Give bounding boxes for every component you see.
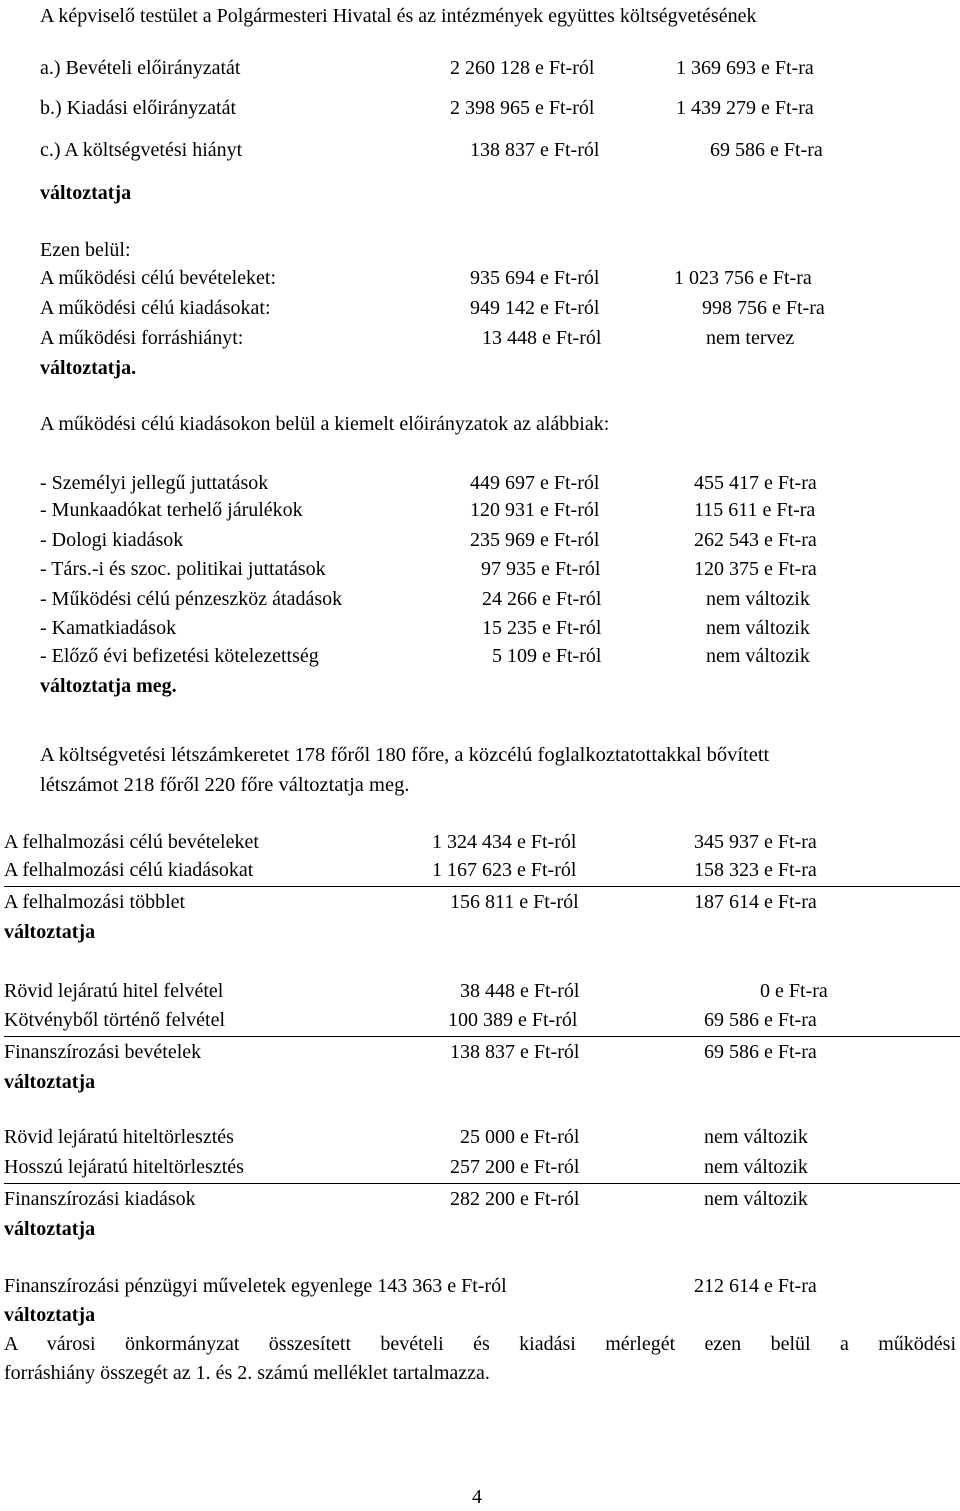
valtoztatja-label: változtatja xyxy=(4,1304,96,1326)
row-to: 998 756 e Ft-ra xyxy=(702,297,825,319)
row-to: 0 e Ft-ra xyxy=(760,980,828,1002)
row-from: 13 448 e Ft-ról xyxy=(482,327,602,349)
row-label: A működési célú kiadásokat: xyxy=(40,297,271,319)
row-from: 100 389 e Ft-ról xyxy=(448,1009,578,1031)
closing-line: forráshiány összegét az 1. és 2. számú melléklet tartalmazza. xyxy=(4,1362,490,1384)
row-from: 2 398 965 e Ft-ról xyxy=(450,97,595,119)
page-number: 4 xyxy=(472,1486,482,1508)
valtoztatja-label: változtatja xyxy=(40,182,132,204)
row-label: - Előző évi befizetési kötelezettség xyxy=(40,645,319,667)
row-label: - Kamatkiadások xyxy=(40,617,177,639)
row-from: 282 200 e Ft-ról xyxy=(450,1188,580,1210)
row-from: 235 969 e Ft-ról xyxy=(470,529,600,551)
section-rule xyxy=(4,886,960,887)
row-label: A felhalmozási többlet xyxy=(4,891,186,913)
row-label: Rövid lejáratú hiteltörlesztés xyxy=(4,1126,234,1148)
row-to: nem változik xyxy=(704,1126,808,1148)
row-to: nem változik xyxy=(706,588,810,610)
row-to: nem tervez xyxy=(706,327,795,349)
intro-text: A képviselő testület a Polgármesteri Hivatal és az intézmények együttes költségvetésének xyxy=(40,5,757,27)
row-to: 115 611 e Ft-ra xyxy=(694,499,816,521)
row-from: 1 324 434 e Ft-ról xyxy=(432,831,577,853)
row-to: 69 586 e Ft-ra xyxy=(710,139,823,161)
row-label: - Dologi kiadások xyxy=(40,529,184,551)
row-label: b.) Kiadási előirányzatát xyxy=(40,97,237,119)
row-from: 120 931 e Ft-ról xyxy=(470,499,600,521)
row-to: 187 614 e Ft-ra xyxy=(694,891,817,913)
row-label: - Társ.-i és szoc. politikai juttatások xyxy=(40,558,326,580)
within-heading: Ezen belül: xyxy=(40,239,131,261)
row-from: 138 837 e Ft-ról xyxy=(450,1041,580,1063)
row-label: Rövid lejáratú hitel felvétel xyxy=(4,980,224,1002)
row-label: - Működési célú pénzeszköz átadások xyxy=(40,588,343,610)
row-from: 257 200 e Ft-ról xyxy=(450,1156,580,1178)
row-to: 345 937 e Ft-ra xyxy=(694,831,817,853)
row-to: 120 375 e Ft-ra xyxy=(694,558,817,580)
row-label: A működési célú bevételeket: xyxy=(40,267,277,289)
row-from: 15 235 e Ft-ról xyxy=(482,617,602,639)
row-to: nem változik xyxy=(706,617,810,639)
row-from: 1 167 623 e Ft-ról xyxy=(432,859,577,881)
section-rule xyxy=(4,1183,960,1184)
row-to: nem változik xyxy=(704,1156,808,1178)
row-from: 25 000 e Ft-ról xyxy=(460,1126,580,1148)
row-label: Finanszírozási pénzügyi műveletek egyenlege 143 363 e Ft-ról xyxy=(4,1275,507,1297)
row-from: 97 935 e Ft-ról xyxy=(481,558,601,580)
row-to: 1 369 693 e Ft-ra xyxy=(676,57,814,79)
row-to: 158 323 e Ft-ra xyxy=(694,859,817,881)
row-from: 935 694 e Ft-ról xyxy=(470,267,600,289)
expense-heading: A működési célú kiadásokon belül a kiemelt előirányzatok az alábbiak: xyxy=(40,413,610,435)
valtoztatja-label: változtatja xyxy=(4,921,96,943)
row-to: nem változik xyxy=(704,1188,808,1210)
row-label: Hosszú lejáratú hiteltörlesztés xyxy=(4,1156,244,1178)
row-to: 1 439 279 e Ft-ra xyxy=(676,97,814,119)
row-to: 262 543 e Ft-ra xyxy=(694,529,817,551)
row-label: - Személyi jellegű juttatások xyxy=(40,472,269,494)
row-label: - Munkaadókat terhelő járulékok xyxy=(40,499,303,521)
section-rule xyxy=(4,1036,960,1037)
row-label: A felhalmozási célú bevételeket xyxy=(4,831,259,853)
row-from: 449 697 e Ft-ról xyxy=(470,472,600,494)
row-from: 138 837 e Ft-ról xyxy=(470,139,600,161)
row-to: 455 417 e Ft-ra xyxy=(694,472,817,494)
row-from: 2 260 128 e Ft-ról xyxy=(450,57,595,79)
row-label: a.) Bevételi előirányzatát xyxy=(40,57,241,79)
valtoztatja-label: változtatja meg. xyxy=(40,675,177,697)
row-to: 212 614 e Ft-ra xyxy=(694,1275,817,1297)
row-label: Finanszírozási bevételek xyxy=(4,1041,202,1063)
valtoztatja-label: változtatja. xyxy=(40,357,137,379)
row-to: 69 586 e Ft-ra xyxy=(704,1009,817,1031)
closing-line: A városi önkormányzat összesített bevételi és kiadási mérlegét ezen belül a működési xyxy=(4,1333,956,1355)
row-from: 38 448 e Ft-ról xyxy=(460,980,580,1002)
row-label: A felhalmozási célú kiadásokat xyxy=(4,859,254,881)
row-from: 156 811 e Ft-ról xyxy=(450,891,579,913)
row-label: Finanszírozási kiadások xyxy=(4,1188,196,1210)
headcount-line: A költségvetési létszámkeretet 178 főről 180 főre, a közcélú foglalkoztatottakkal bővített xyxy=(40,744,770,766)
headcount-line: létszámot 218 főről 220 főre változtatja meg. xyxy=(40,774,410,796)
row-to: 1 023 756 e Ft-ra xyxy=(674,267,812,289)
row-from: 5 109 e Ft-ról xyxy=(492,645,602,667)
valtoztatja-label: változtatja xyxy=(4,1071,96,1093)
row-from: 949 142 e Ft-ról xyxy=(470,297,600,319)
row-label: c.) A költségvetési hiányt xyxy=(40,139,243,161)
row-to: nem változik xyxy=(706,645,810,667)
row-label: Kötvényből történő felvétel xyxy=(4,1009,226,1031)
row-from: 24 266 e Ft-ról xyxy=(482,588,602,610)
row-label: A működési forráshiányt: xyxy=(40,327,244,349)
valtoztatja-label: változtatja xyxy=(4,1218,96,1240)
row-to: 69 586 e Ft-ra xyxy=(704,1041,817,1063)
